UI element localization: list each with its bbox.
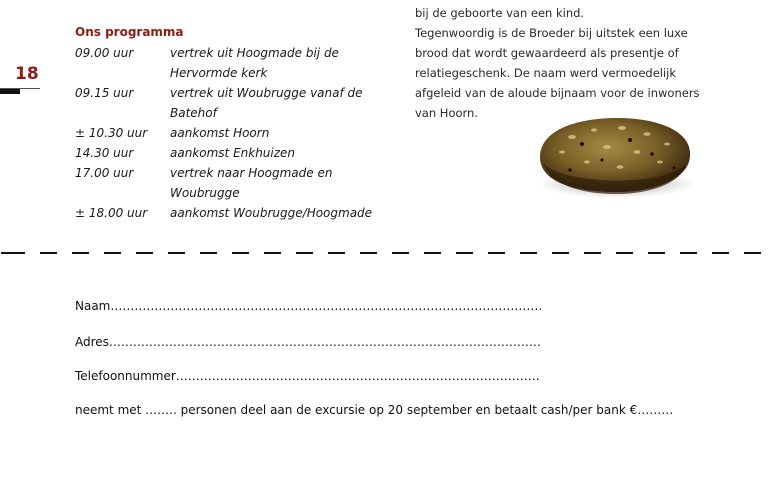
cut-dashed-line	[0, 252, 775, 254]
program-time: 09.00 uur	[75, 46, 134, 60]
broeder-bread-image	[532, 112, 697, 202]
program-description: vertrek uit Hoogmade bij de Hervormde kerk	[170, 46, 339, 80]
story-line: brood dat wordt gewaardeerd als presentje of	[415, 46, 679, 60]
program-description: aankomst Woubrugge/Hoogmade	[170, 206, 373, 220]
program-description: aankomst Hoorn	[170, 126, 270, 140]
story-line: Tegenwoordig is de Broeder bij uitstek een luxe	[415, 26, 688, 40]
story-line: bij de geboorte van een kind.	[415, 6, 585, 20]
program-description: vertrek naar Hoogmade en Woubrugge	[170, 166, 333, 200]
story-line: relatiegeschenk. De naam werd vermoedelijk	[415, 66, 677, 80]
story-text	[415, 3, 720, 123]
program-time: ± 10.30 uur	[75, 126, 148, 140]
form-participation-line[interactable]: neemt met …….. personen deel aan de excursie op 20 september en betaalt cash/per bank €………	[75, 403, 674, 417]
program-description: vertrek uit Woubrugge vanaf de Batehof	[170, 86, 363, 120]
form-address-field[interactable]: Adres………………………………………………………………………………………………	[75, 335, 541, 349]
program-time: 14.30 uur	[75, 146, 134, 160]
programma-title: Ons programma	[75, 25, 184, 39]
form-name-field[interactable]: Naam………………………………………………………………………………………………	[75, 299, 543, 313]
page-marker-bar	[0, 89, 20, 94]
page-number: 18	[15, 64, 39, 84]
story-line: van Hoorn.	[415, 106, 478, 120]
program-time: 17.00 uur	[75, 166, 134, 180]
story-line: afgeleid van de aloude bijnaam voor de inwoners	[415, 86, 700, 100]
program-time: 09.15 uur	[75, 86, 134, 100]
program-description: aankomst Enkhuizen	[170, 146, 296, 160]
program-time: ± 18.00 uur	[75, 206, 148, 220]
form-phone-field[interactable]: Telefoonnummer……………………………………………………………………………….	[75, 369, 540, 383]
